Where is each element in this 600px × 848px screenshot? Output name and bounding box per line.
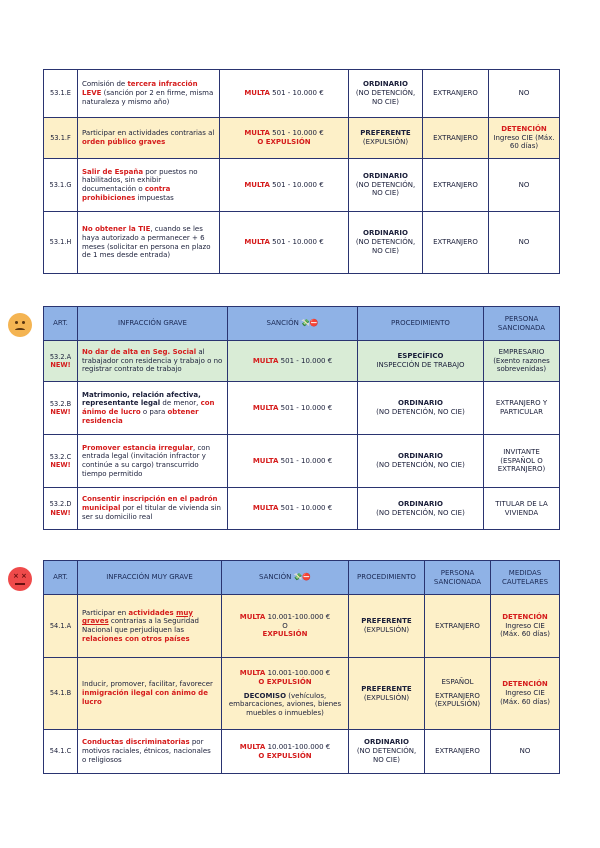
table-row [44,212,560,274]
persona-cell: EXTRANJERO [425,595,491,658]
proc-detail: (NO DETENCIÓN, NO CIE) [376,508,465,517]
desc-segment: , cuando se les haya autorizado a permanecer + 6 meses (solicitar en persona en plazo de 1 mes desde entrada) [82,225,211,260]
procedimiento-cell [349,730,425,774]
table-row [44,382,560,435]
multa-amount: 501 - 10.000 € [280,403,333,412]
header-procedimiento: PROCEDIMIENTO [349,561,425,595]
table-header-row [44,561,560,595]
or-label: O [282,621,288,630]
art-cell: 53.1.F [44,118,78,159]
proc-detail: (NO DETENCIÓN, NO CIE) [356,747,417,764]
medida-cell: NO [489,159,560,212]
multa-label: MULTA [252,356,279,365]
table-row [44,159,560,212]
persona-name: EMPRESARIO [498,347,545,356]
proc-type: ORDINARIO [363,80,408,89]
expulsion-label: O EXPULSIÓN [258,751,312,760]
sancion-cell [228,435,358,488]
desc-segment: de menor, [160,399,201,408]
persona-cell [484,341,560,382]
money-stop-icon: 💸⛔ [301,319,319,328]
multa-amount: 501 - 10.000 € [280,456,333,465]
desc-segment: tercera infracción LEVE [82,80,198,98]
persona-cell: EXTRANJERO [423,212,489,274]
desc-segment: muy graves [82,608,193,626]
money-stop-icon: 💸⛔ [293,573,311,582]
decomiso-label: DECOMISO [243,691,287,700]
multa-amount: 10.001-100.000 € [267,669,331,678]
sancion-cell [220,159,349,212]
procedimiento-cell [358,341,484,382]
sancion-cell [228,382,358,435]
new-badge: NEW! [50,408,71,416]
art-cell [44,435,78,488]
procedimiento-cell [349,595,425,658]
medida-cell [489,118,560,159]
medida-cell [491,658,560,730]
decomiso-detail: (vehículos, embarcaciones, aviones, bienes muebles o inmuebles) [228,691,342,718]
desc-segment: , con entrada legal (invitación infractor y continúe a su cargo) transcurrido tiempo permitido [82,443,211,478]
procedimiento-cell [349,70,423,118]
art-cell: 53.1.H [44,212,78,274]
persona-cell: INVITANTE (ESPAÑOL O EXTRANJERO) [484,435,560,488]
sad-face-icon [8,313,32,337]
sancion-cell [222,595,349,658]
persona-cell: EXTRANJERO Y PARTICULAR [484,382,560,435]
persona-cell: EXTRANJERO [423,70,489,118]
infraccion-cell [78,435,228,488]
multa-label: MULTA [239,669,266,678]
desc-segment: Promover estancia irregular [82,443,193,452]
header-sancion-label: SANCIÓN [266,319,299,328]
multa-label: MULTA [244,180,270,189]
sancion-cell [222,658,349,730]
header-procedimiento: PROCEDIMIENTO [358,307,484,341]
infraccion-cell [78,159,220,212]
table-row [44,488,560,530]
table-muy-grave [43,560,560,774]
desc-segment: por puestos no habilitados, sin exhibir documentación o [82,167,198,193]
header-sancion [228,307,358,341]
angry-face-icon: × × [8,567,32,591]
art-cell [44,488,78,530]
desc-segment: No dar de alta en Seg. Social [82,347,197,356]
medida-detail: Ingreso CIE (Máx. 60 días) [500,621,550,639]
header-art: ART. [44,307,78,341]
procedimiento-cell [349,658,425,730]
art-cell: 54.1.B [44,658,78,730]
medida-cell [491,595,560,658]
header-art: ART. [44,561,78,595]
new-badge: NEW! [50,361,71,369]
proc-type: PREFERENTE [361,617,412,626]
infraccion-cell [78,658,222,730]
art-number: 53.2.C [49,452,72,461]
sancion-cell [220,70,349,118]
desc-segment: Participar en actividades contrarias al [82,129,215,138]
proc-detail: (EXPULSIÓN) [362,138,409,146]
multa-amount: 501 - 10.000 € [272,238,324,247]
art-number: 53.2.D [49,500,72,509]
proc-type: ORDINARIO [364,738,409,747]
infraccion-cell [78,341,228,382]
sancion-cell [220,118,349,159]
multa-label: MULTA [239,742,266,751]
desc-segment: por el titular de vivienda sin ser su domicilio real [82,504,221,521]
persona-cell: EXTRANJERO [425,730,491,774]
detencion-label: DETENCIÓN [501,124,547,133]
desc-segment: Consentir inscripción en el padrón municipal [82,495,218,513]
persona-cell: EXTRANJERO [423,159,489,212]
desc-segment: Salir de España [82,167,144,176]
new-badge: NEW! [50,461,71,469]
persona-note: (Exento razones sobrevenidas) [493,356,550,374]
desc-segment: relaciones con otros países [82,634,190,643]
table-row [44,70,560,118]
desc-segment: al trabajador con residencia y trabajo o no registrar contrato de trabajo [82,347,223,374]
medida-detail: Ingreso CIE (Máx. 60 días) [500,689,550,706]
art-cell: 54.1.A [44,595,78,658]
proc-type: ORDINARIO [363,171,408,180]
header-infraccion: INFRACCIÓN MUY GRAVE [78,561,222,595]
multa-amount: 501 - 10.000 € [280,356,333,365]
desc-segment: actividades [128,608,177,617]
persona-cell: EXTRANJERO [423,118,489,159]
proc-detail: (NO DETENCIÓN, NO CIE) [355,180,416,198]
desc-segment: obtener residencia [82,408,199,425]
art-cell [44,382,78,435]
infraccion-cell [78,488,228,530]
proc-detail: (EXPULSIÓN) [363,693,410,702]
table-row [44,435,560,488]
desc-segment: por motivos raciales, étnicos, nacionales o religiosos [82,738,211,764]
desc-segment: Inducir, promover, facilitar, favorecer [82,680,213,689]
multa-amount: 10.001-100.000 € [267,612,331,621]
infraccion-cell [78,382,228,435]
infraccion-cell [78,118,220,159]
procedimiento-cell [358,435,484,488]
table-leve-continuation [43,69,560,274]
proc-detail: (EXPULSIÓN) [363,626,410,634]
procedimiento-cell [358,382,484,435]
persona-cell [425,658,491,730]
desc-segment: Matrimonio, relación afectiva, representante legal [82,390,201,408]
header-persona: PERSONA SANCIONADA [425,561,491,595]
proc-type: ESPECÍFICO [397,352,444,361]
proc-type: ORDINARIO [363,229,408,238]
multa-amount: 501 - 10.000 € [272,129,324,138]
desc-segment: Comisión de [82,80,128,89]
art-cell: 53.1.E [44,70,78,118]
multa-label: MULTA [244,129,270,138]
proc-detail: (NO DETENCIÓN, NO CIE) [355,89,416,106]
desc-segment: (sanción por 2 en firme, misma naturaleza y mismo año) [82,89,214,106]
desc-segment: Participar en [82,608,129,617]
table-row [44,730,560,774]
desc-segment: Conductas discriminatorias [82,738,190,747]
desc-segment: contrarias a la Seguridad Nacional que perjudiquen las [82,617,199,634]
multa-label: MULTA [244,238,270,247]
proc-detail: (NO DETENCIÓN, NO CIE) [376,408,465,416]
proc-detail: (NO DETENCIÓN, NO CIE) [376,461,465,469]
header-infraccion: INFRACCIÓN GRAVE [78,307,228,341]
desc-segment: con ánimo de lucro [82,399,215,416]
sancion-cell [220,212,349,274]
table-row [44,118,560,159]
proc-type: ORDINARIO [398,499,443,508]
multa-label: MULTA [252,456,279,465]
art-number: 53.2.B [49,399,72,408]
infraccion-cell [78,70,220,118]
proc-type: ORDINARIO [398,452,443,461]
desc-segment: impuestas [135,193,174,202]
art-cell: 53.1.G [44,159,78,212]
art-cell [44,341,78,382]
desc-segment: orden público graves [82,138,166,146]
persona-extranjero: EXTRANJERO (EXPULSIÓN) [434,691,481,709]
proc-type: PREFERENTE [361,684,412,693]
desc-segment: inmigración ilegal con ánimo de lucro [82,689,208,706]
new-badge: NEW! [50,508,71,517]
proc-detail: (NO DETENCIÓN, NO CIE) [355,238,416,255]
art-cell: 54.1.C [44,730,78,774]
medida-cell: NO [489,212,560,274]
multa-label: MULTA [252,403,279,412]
persona-espanol: ESPAÑOL [441,677,474,686]
table-row [44,595,560,658]
proc-detail: INSPECCIÓN DE TRABAJO [376,361,465,369]
header-sancion-label: SANCIÓN [259,573,292,582]
infraccion-cell [78,595,222,658]
detencion-label: DETENCIÓN [502,612,548,621]
medida-cell: NO [491,730,560,774]
art-number: 53.2.A [49,352,72,361]
expulsion-label: EXPULSIÓN [262,630,308,639]
multa-label: MULTA [239,612,266,621]
multa-amount: 501 - 10.000 € [280,504,333,513]
multa-label: MULTA [252,504,279,513]
infraccion-cell [78,212,220,274]
medida-detail: Ingreso CIE (Máx. 60 días) [493,133,555,151]
desc-segment: No obtener la TIE [82,225,151,233]
multa-amount: 10.001-100.000 € [267,742,331,751]
procedimiento-cell [349,118,423,159]
header-persona: PERSONA SANCIONADA [484,307,560,341]
desc-segment: contra prohibiciones [82,185,171,202]
expulsion-label: O EXPULSIÓN [257,138,311,146]
infraccion-cell [78,730,222,774]
table-row [44,341,560,382]
table-header-row [44,307,560,341]
header-medidas: MEDIDAS CAUTELARES [491,561,560,595]
medida-cell: NO [489,70,560,118]
procedimiento-cell [349,212,423,274]
sancion-cell [228,488,358,530]
header-sancion [222,561,349,595]
procedimiento-cell [349,159,423,212]
table-row [44,658,560,730]
expulsion-label: O EXPULSIÓN [258,677,312,686]
sancion-cell [222,730,349,774]
multa-amount: 501 - 10.000 € [272,89,324,98]
procedimiento-cell [358,488,484,530]
desc-segment: o para [140,408,168,416]
detencion-label: DETENCIÓN [502,680,548,689]
proc-type: PREFERENTE [360,129,411,138]
sancion-cell [228,341,358,382]
multa-label: MULTA [244,89,270,98]
proc-type: ORDINARIO [398,399,443,408]
table-grave [43,306,560,530]
multa-amount: 501 - 10.000 € [272,180,324,189]
persona-cell: TITULAR DE LA VIVIENDA [484,488,560,530]
